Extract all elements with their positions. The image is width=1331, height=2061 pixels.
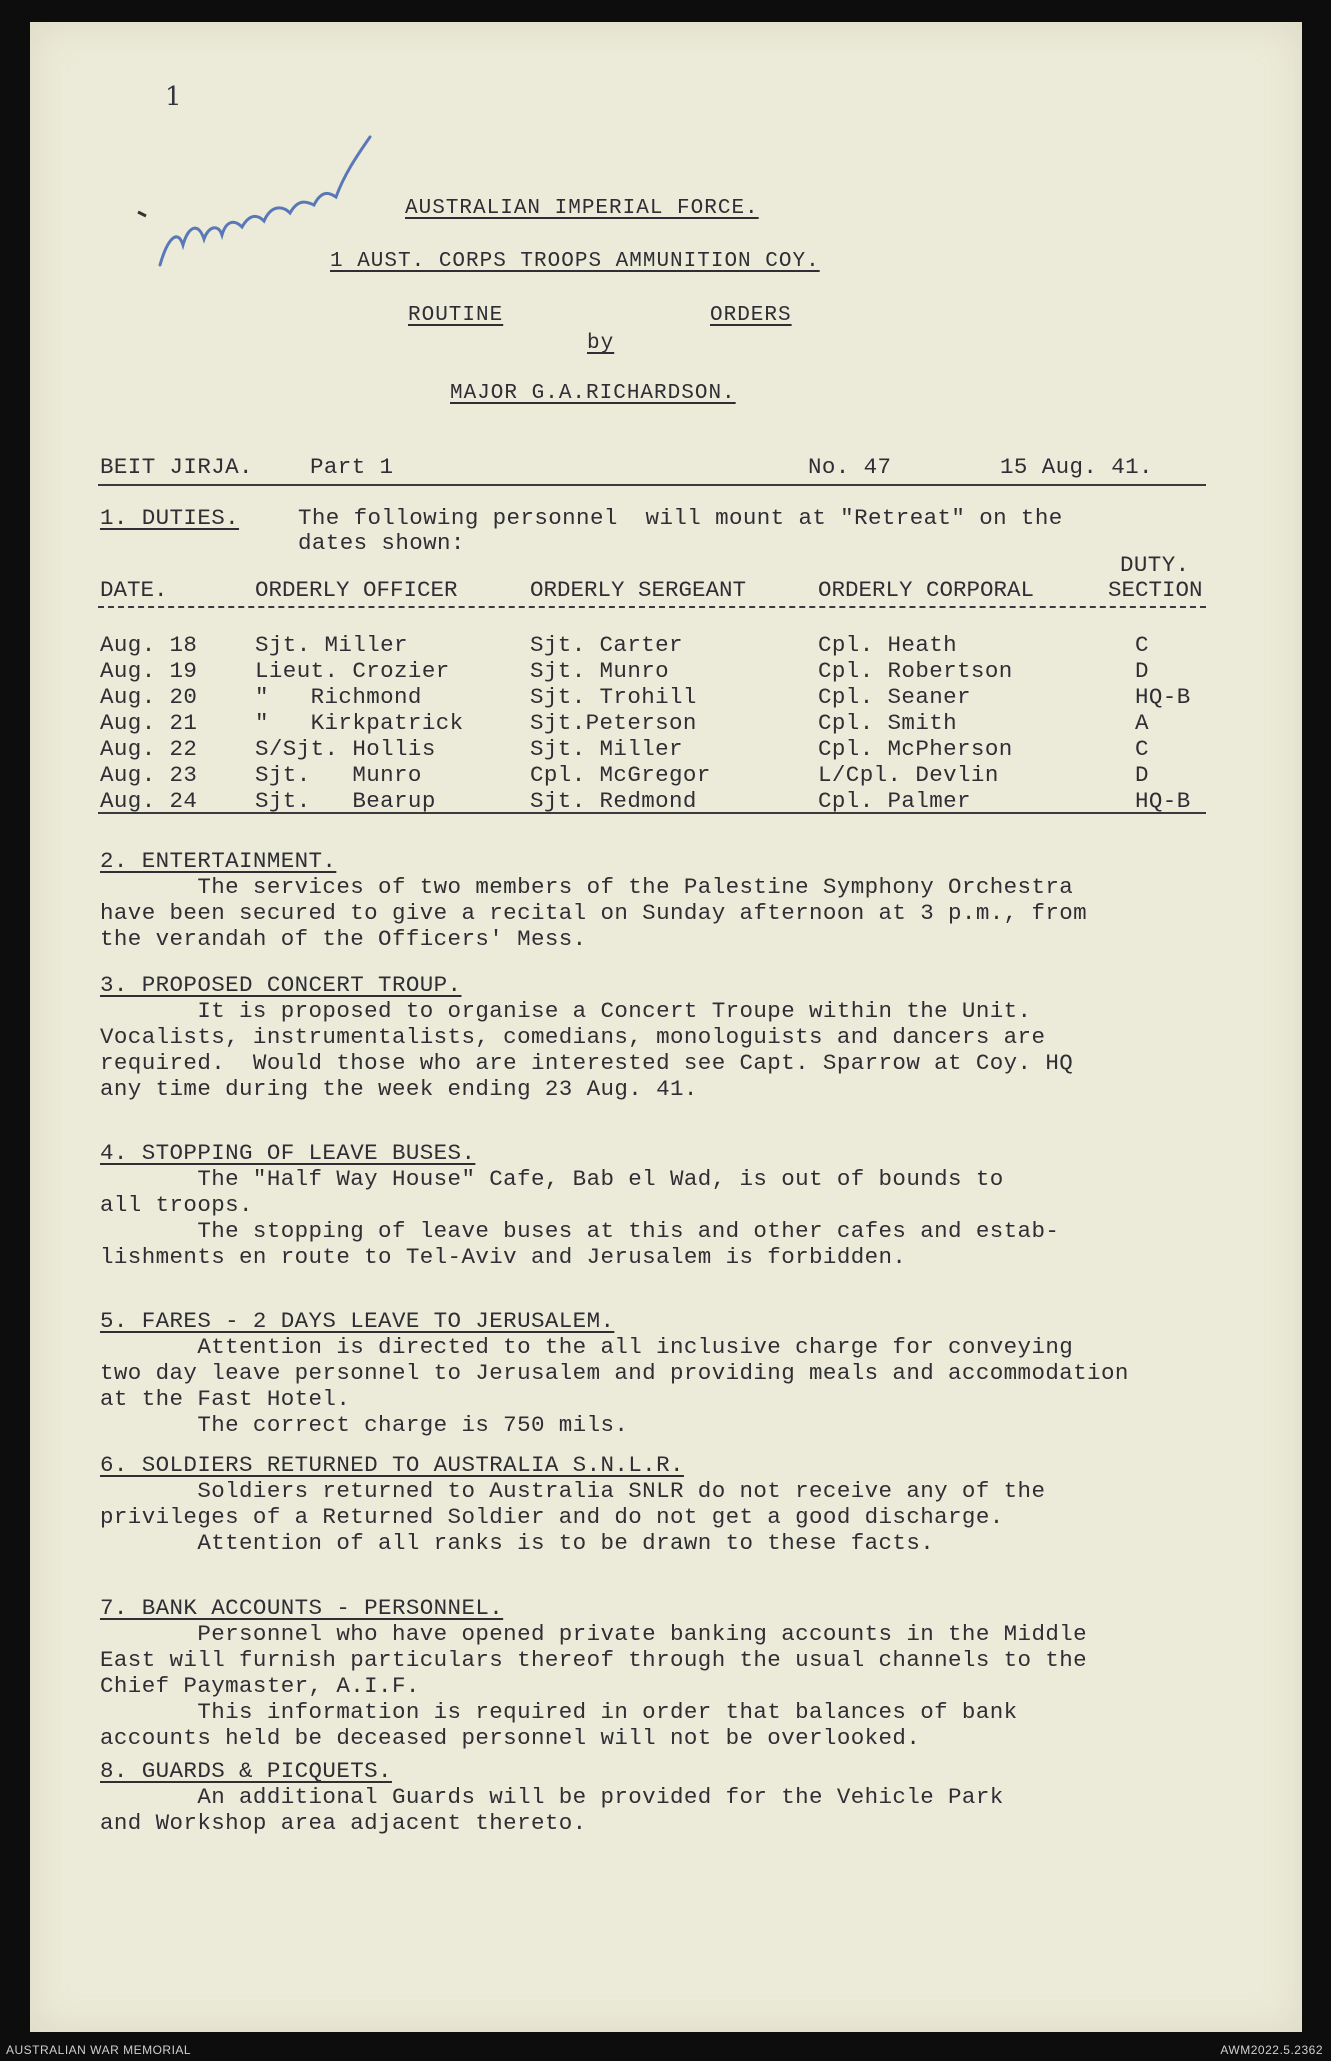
- row-officer: Sjt. Bearup: [255, 788, 436, 814]
- row-officer: " Richmond: [255, 684, 422, 710]
- meta-part: Part 1: [310, 454, 394, 480]
- row-corporal: Cpl. McPherson: [818, 736, 1013, 762]
- row-sergeant: Cpl. McGregor: [530, 762, 711, 788]
- document-page: [30, 22, 1302, 2032]
- section-line: Attention is directed to the all inclusive charge for conveying: [100, 1334, 1074, 1360]
- section-line: An additional Guards will be provided for the Vehicle Park: [100, 1784, 1004, 1810]
- table-header-rule: [98, 606, 1206, 608]
- row-section: HQ-B: [1135, 788, 1191, 814]
- section-line: This information is required in order that balances of bank: [100, 1699, 1018, 1725]
- row-date: Aug. 24: [100, 788, 198, 814]
- meta-number: No. 47: [808, 454, 892, 480]
- row-date: Aug. 19: [100, 658, 198, 684]
- row-corporal: Cpl. Smith: [818, 710, 958, 736]
- table-bottom-rule: [98, 812, 1206, 814]
- footer-left: AUSTRALIAN WAR MEMORIAL: [6, 2043, 192, 2057]
- row-officer: Lieut. Crozier: [255, 658, 450, 684]
- row-section: A: [1135, 710, 1149, 736]
- section-line: Vocalists, instrumentalists, comedians, monologuists and dancers are: [100, 1024, 1046, 1050]
- section-heading: 6. SOLDIERS RETURNED TO AUSTRALIA S.N.L.R.: [100, 1452, 684, 1478]
- row-officer: S/Sjt. Hollis: [255, 736, 436, 762]
- duties-intro-1: The following personnel will mount at "Retreat" on the: [298, 505, 1063, 531]
- col-section: SECTION: [1108, 577, 1203, 603]
- section-heading: 2. ENTERTAINMENT.: [100, 848, 337, 874]
- header-orders: ORDERS: [710, 304, 792, 327]
- section-line: The services of two members of the Palestine Symphony Orchestra: [100, 874, 1074, 900]
- section-heading: 7. BANK ACCOUNTS - PERSONNEL.: [100, 1595, 504, 1621]
- meta-location: BEIT JIRJA.: [100, 454, 253, 480]
- section-heading: 8. GUARDS & PICQUETS.: [100, 1758, 392, 1784]
- row-corporal: Cpl. Seaner: [818, 684, 971, 710]
- meta-underline: [98, 484, 1206, 486]
- col-orderly-corporal: ORDERLY CORPORAL: [818, 577, 1035, 603]
- header-title: AUSTRALIAN IMPERIAL FORCE.: [405, 197, 759, 220]
- row-officer: Sjt. Munro: [255, 762, 422, 788]
- row-corporal: L/Cpl. Devlin: [818, 762, 999, 788]
- section-line: East will furnish particulars thereof through the usual channels to the: [100, 1647, 1088, 1673]
- section-line: at the Fast Hotel.: [100, 1386, 351, 1412]
- section-heading: 4. STOPPING OF LEAVE BUSES.: [100, 1140, 476, 1166]
- row-officer: " Kirkpatrick: [255, 710, 464, 736]
- col-orderly-officer: ORDERLY OFFICER: [255, 577, 458, 603]
- col-orderly-sergeant: ORDERLY SERGEANT: [530, 577, 747, 603]
- row-sergeant: Sjt.Peterson: [530, 710, 697, 736]
- section-line: lishments en route to Tel-Aviv and Jerusalem is forbidden.: [100, 1244, 907, 1270]
- section-line: The correct charge is 750 mils.: [100, 1412, 629, 1438]
- duties-intro-2: dates shown:: [298, 530, 465, 556]
- section-line: two day leave personnel to Jerusalem and providing meals and accommodation: [100, 1360, 1129, 1386]
- row-section: D: [1135, 762, 1149, 788]
- section-line: all troops.: [100, 1192, 253, 1218]
- section-line: accounts held be deceased personnel will not be overlooked.: [100, 1725, 921, 1751]
- row-date: Aug. 18: [100, 632, 198, 658]
- footer-right: AWM2022.5.2362: [1220, 2043, 1323, 2057]
- row-corporal: Cpl. Robertson: [818, 658, 1013, 684]
- col-date: DATE.: [100, 577, 168, 603]
- row-sergeant: Sjt. Trohill: [530, 684, 697, 710]
- row-sergeant: Sjt. Munro: [530, 658, 670, 684]
- section-line: required. Would those who are interested see Capt. Sparrow at Coy. HQ: [100, 1050, 1074, 1076]
- row-sergeant: Sjt. Redmond: [530, 788, 697, 814]
- row-date: Aug. 22: [100, 736, 198, 762]
- section-line: Personnel who have opened private banking accounts in the Middle: [100, 1621, 1088, 1647]
- row-corporal: Cpl. Palmer: [818, 788, 971, 814]
- section-heading: 3. PROPOSED CONCERT TROUP.: [100, 972, 462, 998]
- section-line: privileges of a Returned Soldier and do not get a good discharge.: [100, 1504, 1004, 1530]
- header-unit: 1 AUST. CORPS TROOPS AMMUNITION COY.: [330, 250, 820, 273]
- section-line: any time during the week ending 23 Aug. 41.: [100, 1076, 698, 1102]
- section-line: Attention of all ranks is to be drawn to these facts.: [100, 1530, 935, 1556]
- row-section: C: [1135, 736, 1149, 762]
- section-line: The stopping of leave buses at this and other cafes and estab-: [100, 1218, 1060, 1244]
- section-line: and Workshop area adjacent thereto.: [100, 1810, 587, 1836]
- section-line: have been secured to give a recital on Sunday afternoon at 3 p.m., from: [100, 900, 1088, 926]
- duties-heading: 1. DUTIES.: [100, 505, 240, 531]
- row-date: Aug. 21: [100, 710, 198, 736]
- section-heading: 5. FARES - 2 DAYS LEAVE TO JERUSALEM.: [100, 1308, 615, 1334]
- header-routine: ROUTINE: [408, 304, 504, 327]
- header-by: by: [587, 332, 615, 355]
- meta-date: 15 Aug. 41.: [1000, 454, 1153, 480]
- corner-page-mark: 1: [165, 82, 182, 112]
- row-sergeant: Sjt. Carter: [530, 632, 683, 658]
- section-line: The "Half Way House" Cafe, Bab el Wad, is out of bounds to: [100, 1166, 1004, 1192]
- section-line: the verandah of the Officers' Mess.: [100, 926, 587, 952]
- row-officer: Sjt. Miller: [255, 632, 408, 658]
- row-date: Aug. 23: [100, 762, 198, 788]
- row-corporal: Cpl. Heath: [818, 632, 958, 658]
- section-line: Soldiers returned to Australia SNLR do not receive any of the: [100, 1478, 1046, 1504]
- row-date: Aug. 20: [100, 684, 198, 710]
- row-section: C: [1135, 632, 1149, 658]
- duties-col-duty: DUTY.: [1120, 552, 1190, 578]
- section-line: Chief Paymaster, A.I.F.: [100, 1673, 420, 1699]
- section-line: It is proposed to organise a Concert Troupe within the Unit.: [100, 998, 1032, 1024]
- row-sergeant: Sjt. Miller: [530, 736, 683, 762]
- header-commander: MAJOR G.A.RICHARDSON.: [450, 382, 736, 405]
- row-section: HQ-B: [1135, 684, 1191, 710]
- row-section: D: [1135, 658, 1149, 684]
